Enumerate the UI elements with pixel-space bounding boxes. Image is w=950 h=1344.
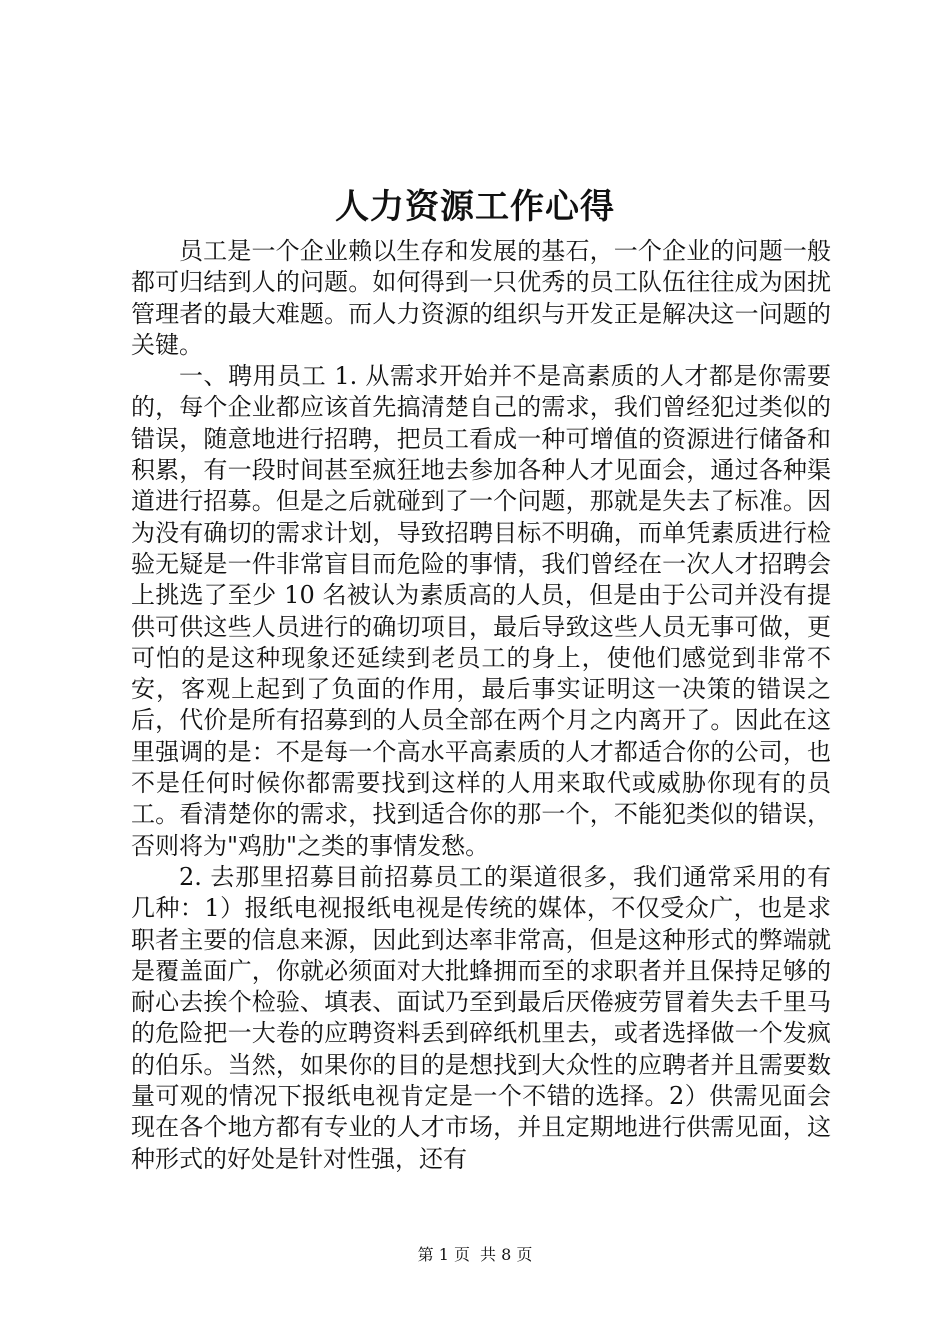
page-number: 第 1 页 [417,1245,470,1264]
page-total: 共 8 页 [480,1245,533,1264]
paragraph-recruiting-channels: 2. 去那里招募目前招募员工的渠道很多，我们通常采用的有几种：1）报纸电视报纸电视是传统的媒体，不仅受众广，也是求职者主要的信息来源，因此到达率非常高，但是这种形式的弊端就是覆盖面广，你就必须面对大批蜂拥而至的求职者并且保持足够的耐心去挨个检验、填表、面试乃至到最后厌倦疲劳冒着失去千里马的危险把一大卷的应聘资料丢到碎纸机里去，或者选择做一个发疯的伯乐。当然，如果你的目的是想找到大众性的应聘者并且需要数量可观的情况下报纸电视肯定是一个不错的选择。2）供需见面会现在各个地方都有专业的人才市场，并且定期地进行供需见面，这种形式的好处是针对性强，还有 [131,862,831,1173]
paragraph-hiring: 一、聘用员工 1. 从需求开始并不是高素质的人才都是你需要的，每个企业都应该首先搞清楚自己的需求，我们曾经犯过类似的错误，随意地进行招聘，把员工看成一种可增值的资源进行储备和积累，有一段时间甚至疯狂地去参加各种人才见面会，通过各种渠道进行招募。但是之后就碰到了一个问题，那就是失去了标准。因为没有确切的需求计划，导致招聘目标不明确，而单凭素质进行检验无疑是一件非常盲目而危险的事情，我们曾经在一次人才招聘会上挑选了至少 10 名被认为素质高的人员，但是由于公司并没有提供可供这些人员进行的确切项目，最后导致这些人员无事可做，更可怕的是这种现象还延续到老员工的身上，使他们感觉到非常不安，客观上起到了负面的作用，最后事实证明这一决策的错误之后，代价是所有招募到的人员全部在两个月之内离开了。因此在这里强调的是：不是每一个高水平高素质的人才都适合你的公司，也不是任何时候你都需要找到这样的人用来取代或威胁你现有的员工。看清楚你的需求，找到适合你的那一个，不能犯类似的错误，否则将为"鸡肋"之类的事情发愁。 [131,362,831,860]
page-footer [0,1243,950,1267]
paragraph-intro: 员工是一个企业赖以生存和发展的基石，一个企业的问题一般都可归结到人的问题。如何得到一只优秀的员工队伍往往成为困扰管理者的最大难题。而人力资源的组织与开发正是解决这一问题的关键。 [131,237,831,359]
document-title: 人力资源工作心得 [335,187,615,227]
document-body [131,236,831,1175]
